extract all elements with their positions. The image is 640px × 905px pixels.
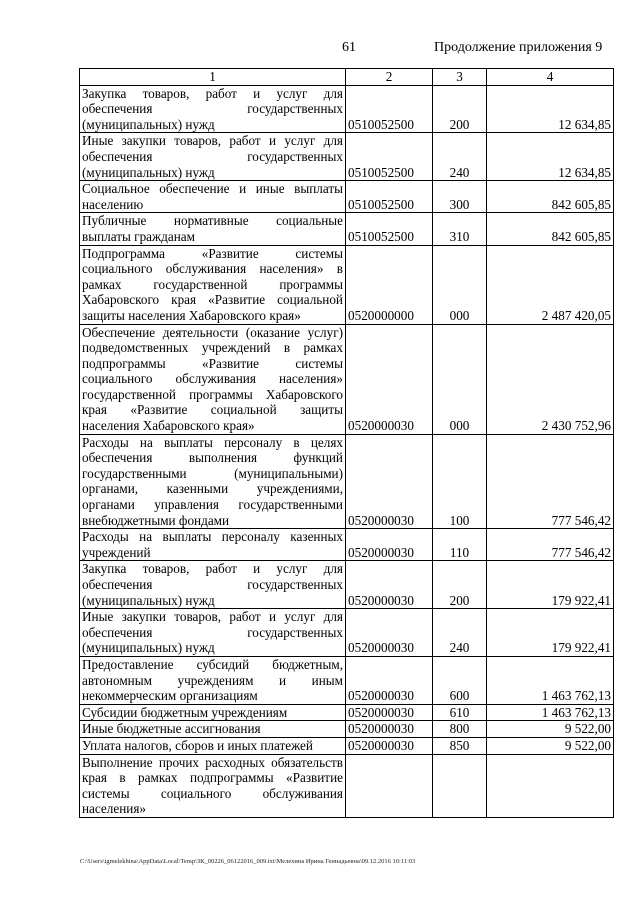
row-code: 0510052500 <box>346 85 433 133</box>
row-code: 0520000000 <box>346 245 433 324</box>
row-type: 300 <box>433 181 487 213</box>
table-row <box>80 245 614 324</box>
row-code: 0520000030 <box>346 609 433 657</box>
file-path-footer: C:\Users\igmelekhina\AppData\Local\Temp\ЗК_00226_06122016_009.txt\Мелехина Ирина Геннадьевна\09.12.2016 10:11:03 <box>80 858 416 865</box>
row-name: Обеспечение деятельности (оказание услуг) подведомственных учреждений в рамках подпрограммы «Развитие системы социального обслуживания населения» государственной программы Хабаровского края «Развитие социальной защиты населения Хабаровского края» <box>80 324 346 434</box>
column-header-4: 4 <box>487 69 614 86</box>
row-type: 310 <box>433 213 487 245</box>
row-type: 240 <box>433 609 487 657</box>
table-row <box>80 213 614 245</box>
row-code: 0510052500 <box>346 213 433 245</box>
row-name: Иные закупки товаров, работ и услуг для обеспечения государственных (муниципальных) нужд <box>80 609 346 657</box>
column-header-1: 1 <box>80 69 346 86</box>
row-amount <box>487 754 614 817</box>
row-name: Закупка товаров, работ и услуг для обеспечения государственных (муниципальных) нужд <box>80 561 346 609</box>
row-name: Подпрограмма «Развитие системы социального обслуживания населения» в рамках государственной программы Хабаровского края «Развитие социальной защиты населения Хабаровского края» <box>80 245 346 324</box>
table-row <box>80 324 614 434</box>
row-code: 0520000030 <box>346 324 433 434</box>
row-name: Иные бюджетные ассигнования <box>80 721 346 738</box>
row-type: 100 <box>433 434 487 529</box>
row-type: 600 <box>433 656 487 704</box>
row-amount: 1 463 762,13 <box>487 656 614 704</box>
row-amount: 179 922,41 <box>487 561 614 609</box>
row-amount: 179 922,41 <box>487 609 614 657</box>
row-type: 110 <box>433 529 487 561</box>
row-code: 0520000030 <box>346 721 433 738</box>
row-code: 0520000030 <box>346 561 433 609</box>
row-code: 0520000030 <box>346 704 433 721</box>
row-type: 850 <box>433 737 487 754</box>
row-name: Социальное обеспечение и иные выплаты населению <box>80 181 346 213</box>
row-amount: 12 634,85 <box>487 85 614 133</box>
budget-table <box>79 68 614 818</box>
table-header-row <box>80 69 614 86</box>
row-amount: 842 605,85 <box>487 213 614 245</box>
table-row <box>80 754 614 817</box>
table-row <box>80 609 614 657</box>
row-name: Предоставление субсидий бюджетным, автономным учреждениям и иным некоммерческим организациям <box>80 656 346 704</box>
table-row <box>80 434 614 529</box>
row-type: 000 <box>433 324 487 434</box>
table-row <box>80 85 614 133</box>
table-row <box>80 721 614 738</box>
row-amount: 777 546,42 <box>487 434 614 529</box>
row-name: Публичные нормативные социальные выплаты гражданам <box>80 213 346 245</box>
table-row <box>80 133 614 181</box>
row-amount: 2 487 420,05 <box>487 245 614 324</box>
row-type: 000 <box>433 245 487 324</box>
row-name: Уплата налогов, сборов и иных платежей <box>80 737 346 754</box>
row-code: 0520000030 <box>346 737 433 754</box>
row-amount: 777 546,42 <box>487 529 614 561</box>
row-name: Расходы на выплаты персоналу казенных учреждений <box>80 529 346 561</box>
row-type <box>433 754 487 817</box>
table-row <box>80 656 614 704</box>
table-row <box>80 561 614 609</box>
page-number: 61 <box>342 40 356 55</box>
table-row <box>80 737 614 754</box>
row-code: 0520000030 <box>346 434 433 529</box>
row-code: 0510052500 <box>346 133 433 181</box>
row-type: 800 <box>433 721 487 738</box>
table-row <box>80 704 614 721</box>
row-amount: 12 634,85 <box>487 133 614 181</box>
row-name: Выполнение прочих расходных обязательств края в рамках подпрограммы «Развитие системы социального обслуживания населения» <box>80 754 346 817</box>
row-amount: 9 522,00 <box>487 721 614 738</box>
table-row <box>80 181 614 213</box>
row-code: 0510052500 <box>346 181 433 213</box>
row-type: 200 <box>433 85 487 133</box>
column-header-2: 2 <box>346 69 433 86</box>
row-code: 0520000030 <box>346 529 433 561</box>
row-amount: 842 605,85 <box>487 181 614 213</box>
row-code: 0520000030 <box>346 656 433 704</box>
row-amount: 9 522,00 <box>487 737 614 754</box>
row-amount: 2 430 752,96 <box>487 324 614 434</box>
row-type: 200 <box>433 561 487 609</box>
row-amount: 1 463 762,13 <box>487 704 614 721</box>
row-code <box>346 754 433 817</box>
row-type: 240 <box>433 133 487 181</box>
column-header-3: 3 <box>433 69 487 86</box>
row-name: Субсидии бюджетным учреждениям <box>80 704 346 721</box>
continuation-label: Продолжение приложения 9 <box>434 40 603 55</box>
row-type: 610 <box>433 704 487 721</box>
row-name: Расходы на выплаты персоналу в целях обеспечения выполнения функций государственными (муниципальными) органами, казенными учреждениями, органами управления государственными внебюджетными фондами <box>80 434 346 529</box>
row-name: Закупка товаров, работ и услуг для обеспечения государственных (муниципальных) нужд <box>80 85 346 133</box>
row-name: Иные закупки товаров, работ и услуг для обеспечения государственных (муниципальных) нужд <box>80 133 346 181</box>
table-row <box>80 529 614 561</box>
